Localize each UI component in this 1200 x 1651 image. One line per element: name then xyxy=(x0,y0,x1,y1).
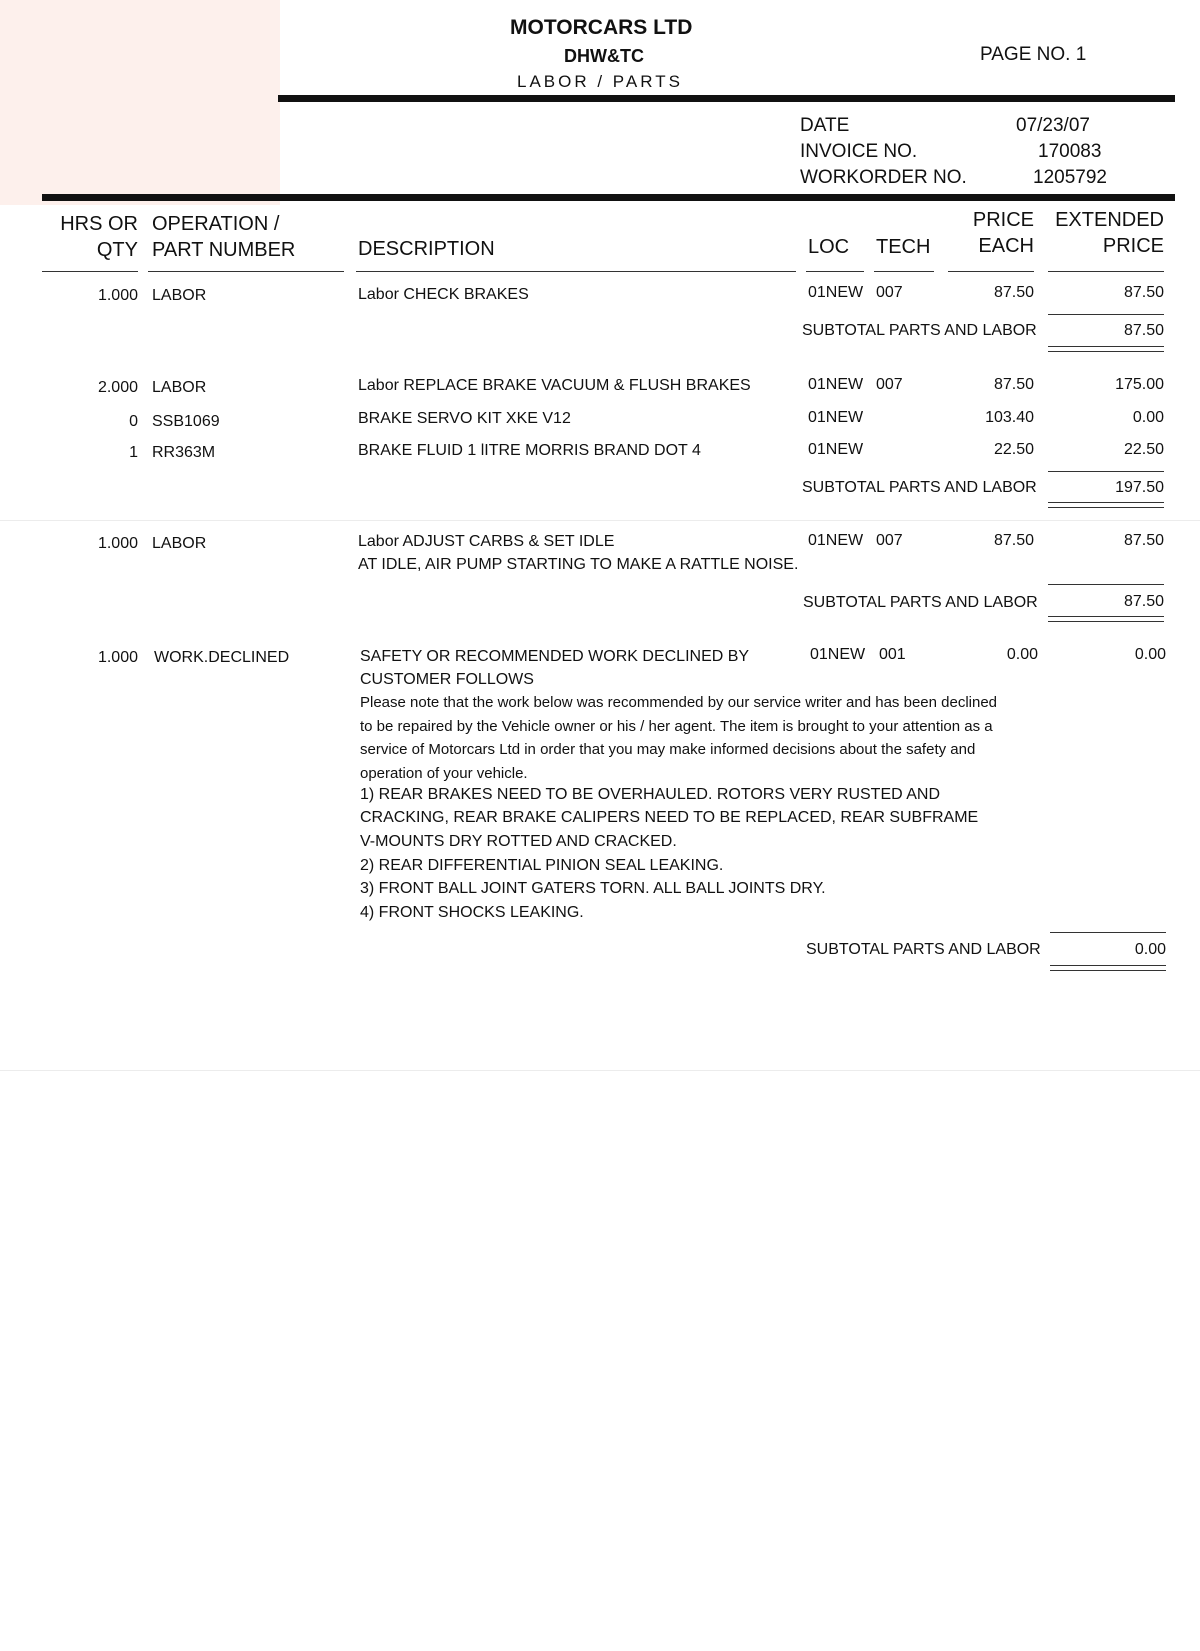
operation-cell: WORK.DECLINED xyxy=(154,649,290,666)
price-cell: 0.00 xyxy=(1006,646,1038,663)
invoice-value: 170083 xyxy=(1038,141,1102,162)
company-name: MOTORCARS LTD xyxy=(510,16,693,39)
subtotal-label: SUBTOTAL PARTS AND LABOR xyxy=(803,594,1038,611)
description-cell: SAFETY OR RECOMMENDED WORK DECLINED BY xyxy=(360,648,750,665)
col-underline xyxy=(948,271,1034,272)
description-cell: BRAKE FLUID 1 lITRE MORRIS BRAND DOT 4 xyxy=(358,442,701,459)
price-cell: 87.50 xyxy=(993,376,1034,393)
operation-cell: SSB1069 xyxy=(152,413,220,430)
col-op-2: PART NUMBER xyxy=(152,239,296,261)
col-hrs-2: QTY xyxy=(96,239,138,261)
extended-cell: 0.00 xyxy=(1134,646,1166,663)
col-underline xyxy=(1048,271,1164,272)
col-extended-1: EXTENDED xyxy=(1055,209,1164,231)
paper-fold xyxy=(0,520,1200,521)
description-cell: Labor REPLACE BRAKE VACUUM & FLUSH BRAKES xyxy=(358,377,751,394)
loc-cell: 01NEW xyxy=(808,376,864,393)
operation-cell: LABOR xyxy=(152,379,207,396)
company-subtitle: DHW&TC xyxy=(564,46,644,66)
header-rule-top xyxy=(278,95,1175,102)
description-cell: Labor CHECK BRAKES xyxy=(358,286,529,303)
subtotal-double-rule xyxy=(1048,346,1164,352)
price-cell: 87.50 xyxy=(993,284,1034,301)
paper-fold xyxy=(0,1070,1200,1071)
qty-cell: 2.000 xyxy=(97,379,138,396)
date-value: 07/23/07 xyxy=(1016,115,1090,136)
date-label: DATE xyxy=(800,115,850,136)
col-hrs-1: HRS OR xyxy=(60,213,138,235)
declined-item: 2) REAR DIFFERENTIAL PINION SEAL LEAKING. xyxy=(360,857,724,874)
subtotal-rule xyxy=(1048,584,1164,585)
qty-cell: 0 xyxy=(129,413,138,430)
page-number: PAGE NO. 1 xyxy=(980,44,1087,65)
subtotal-label: SUBTOTAL PARTS AND LABOR xyxy=(802,479,1037,496)
subtotal-value: 197.50 xyxy=(1115,479,1164,496)
tech-cell: 001 xyxy=(879,646,906,663)
price-cell: 87.50 xyxy=(993,532,1034,549)
subtotal-label: SUBTOTAL PARTS AND LABOR xyxy=(802,322,1037,339)
declined-item: 1) REAR BRAKES NEED TO BE OVERHAULED. ROTORS VERY RUSTED AND xyxy=(360,786,941,803)
col-underline xyxy=(806,271,864,272)
col-extended-2: PRICE xyxy=(1102,235,1164,257)
col-price-1: PRICE xyxy=(972,209,1034,231)
declined-item: CRACKING, REAR BRAKE CALIPERS NEED TO BE REPLACED, REAR SUBFRAME xyxy=(360,809,979,826)
declined-item: V-MOUNTS DRY ROTTED AND CRACKED. xyxy=(360,833,677,850)
subtotal-rule xyxy=(1048,314,1164,315)
subtotal-rule xyxy=(1048,471,1164,472)
col-op-1: OPERATION / xyxy=(152,213,280,235)
declined-item: 3) FRONT BALL JOINT GATERS TORN. ALL BALL JOINTS DRY. xyxy=(360,880,826,897)
extended-cell: 87.50 xyxy=(1123,532,1164,549)
workorder-value: 1205792 xyxy=(1033,167,1107,188)
subtotal-value: 87.50 xyxy=(1123,593,1164,610)
price-cell: 103.40 xyxy=(985,409,1034,426)
col-loc: LOC xyxy=(808,236,850,258)
description-continued: CUSTOMER FOLLOWS xyxy=(360,671,534,688)
qty-cell: 1.000 xyxy=(97,649,138,666)
loc-cell: 01NEW xyxy=(808,284,864,301)
col-underline xyxy=(148,271,344,272)
subtotal-value: 87.50 xyxy=(1123,322,1164,339)
redacted-customer-block xyxy=(0,0,280,205)
loc-cell: 01NEW xyxy=(808,532,864,549)
operation-cell: LABOR xyxy=(152,535,207,552)
subtotal-label: SUBTOTAL PARTS AND LABOR xyxy=(806,941,1041,958)
extended-cell: 22.50 xyxy=(1123,441,1164,458)
col-underline xyxy=(356,271,796,272)
declined-item: 4) FRONT SHOCKS LEAKING. xyxy=(360,904,584,921)
invoice-label: INVOICE NO. xyxy=(800,141,918,162)
extended-cell: 87.50 xyxy=(1123,284,1164,301)
tech-cell: 007 xyxy=(876,376,903,393)
price-cell: 22.50 xyxy=(993,441,1034,458)
subtotal-double-rule xyxy=(1048,502,1164,508)
description-cell: BRAKE SERVO KIT XKE V12 xyxy=(358,410,571,427)
qty-cell: 1.000 xyxy=(97,287,138,304)
loc-cell: 01NEW xyxy=(808,409,864,426)
line-note: AT IDLE, AIR PUMP STARTING TO MAKE A RATTLE NOISE. xyxy=(358,556,799,573)
col-price-2: EACH xyxy=(978,235,1034,257)
declined-notice: Please note that the work below was recommended by our service writer and has been declined to be repaired by the Vehicle owner or his / her agent. The item is brought to your attention as a service of Motorcars Ltd in order that you may make informed decisions about the safety and operation of your vehicle. xyxy=(360,694,998,782)
description-cell: Labor ADJUST CARBS & SET IDLE xyxy=(358,533,615,550)
subtotal-double-rule xyxy=(1048,616,1164,622)
col-tech: TECH xyxy=(876,236,931,258)
col-description: DESCRIPTION xyxy=(358,238,495,260)
workorder-label: WORKORDER NO. xyxy=(800,167,967,188)
operation-cell: RR363M xyxy=(152,444,216,461)
qty-cell: 1 xyxy=(129,444,138,461)
subtotal-rule xyxy=(1050,932,1166,933)
loc-cell: 01NEW xyxy=(808,441,864,458)
subtotal-double-rule xyxy=(1050,965,1166,971)
subtotal-value: 0.00 xyxy=(1134,941,1166,958)
col-underline xyxy=(874,271,934,272)
tech-cell: 007 xyxy=(876,532,903,549)
document-type: LABOR / PARTS xyxy=(517,72,683,91)
operation-cell: LABOR xyxy=(152,287,207,304)
tech-cell: 007 xyxy=(876,284,903,301)
extended-cell: 175.00 xyxy=(1115,376,1164,393)
extended-cell: 0.00 xyxy=(1132,409,1164,426)
loc-cell: 01NEW xyxy=(810,646,866,663)
qty-cell: 1.000 xyxy=(97,535,138,552)
header-rule-bottom xyxy=(42,194,1175,201)
col-underline xyxy=(42,271,138,272)
